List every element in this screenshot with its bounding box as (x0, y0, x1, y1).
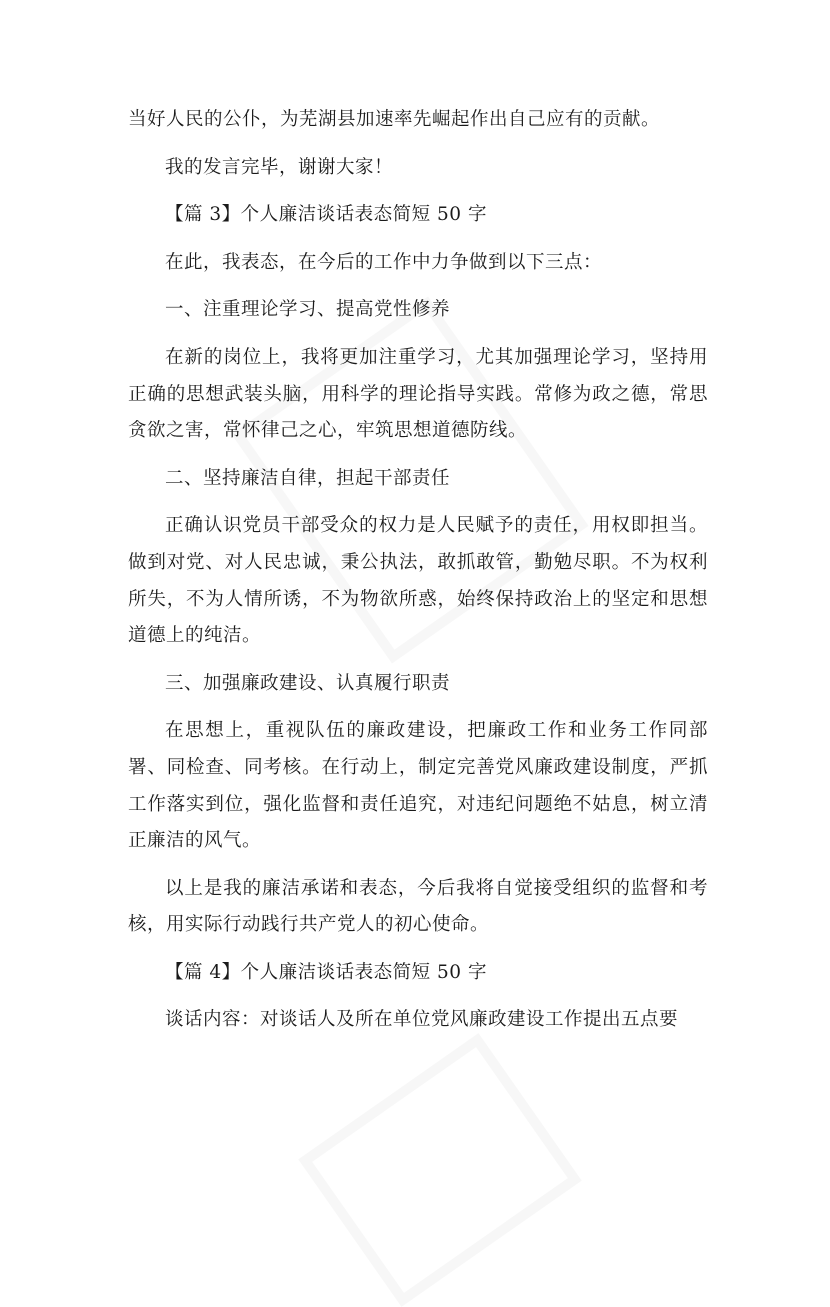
paragraph-closing-line: 当好人民的公仆，为芜湖县加速率先崛起作出自己应有的贡献。 (128, 109, 661, 130)
paragraph-point-1-body: 在新的岗位上，我将更加注重学习，尤其加强理论学习，坚持用正确的思想武装头脑，用科学的理论指导实践。常修为政之德，常思贪欲之害，常怀律己之心，牢筑思想道德防线。 (128, 346, 708, 442)
document-body (128, 102, 708, 1039)
section-title-part3: 【篇 3】个人廉洁谈话表态简短 50 字 (165, 204, 487, 226)
paragraph-talk-content: 谈话内容：对谈话人及所在单位党风廉政建设工作提出五点要 (165, 1009, 679, 1031)
paragraph-point-2-body: 正确认识党员干部受众的权力是人民赋予的责任，用权即担当。做到对党、对人民忠诚，秉公执法，敢抓敢管，勤勉尽职。不为权利所失，不为人情所诱，不为物欲所惑，始终保持政治上的坚定和思想道德上的纯洁。 (128, 515, 708, 647)
paragraph-point-3-body: 在思想上，重视队伍的廉政建设，把廉政工作和业务工作同部署、同检查、同考核。在行动上，制定完善党风廉政建设制度，严抓工作落实到位，强化监督和责任追究，对违纪问题绝不姑息，树立清正廉洁的风气。 (128, 720, 708, 852)
subheading-point-2: 二、坚持廉洁自律，担起干部责任 (165, 467, 451, 489)
subheading-point-3: 三、加强廉政建设、认真履行职责 (165, 672, 451, 694)
subheading-point-1: 一、注重理论学习、提高党性修养 (165, 299, 451, 321)
paragraph-intro-statement: 在此，我表态，在今后的工作中力争做到以下三点： (165, 251, 603, 273)
section-title-part4: 【篇 4】个人廉洁谈话表态简短 50 字 (165, 961, 487, 983)
paragraph-conclusion: 以上是我的廉洁承诺和表态，今后我将自觉接受组织的监督和考核，用实际行动践行共产党人的初心使命。 (128, 877, 708, 936)
paragraph-thanks: 我的发言完毕，谢谢大家！ (165, 156, 394, 178)
watermark-logo (298, 1033, 581, 1307)
